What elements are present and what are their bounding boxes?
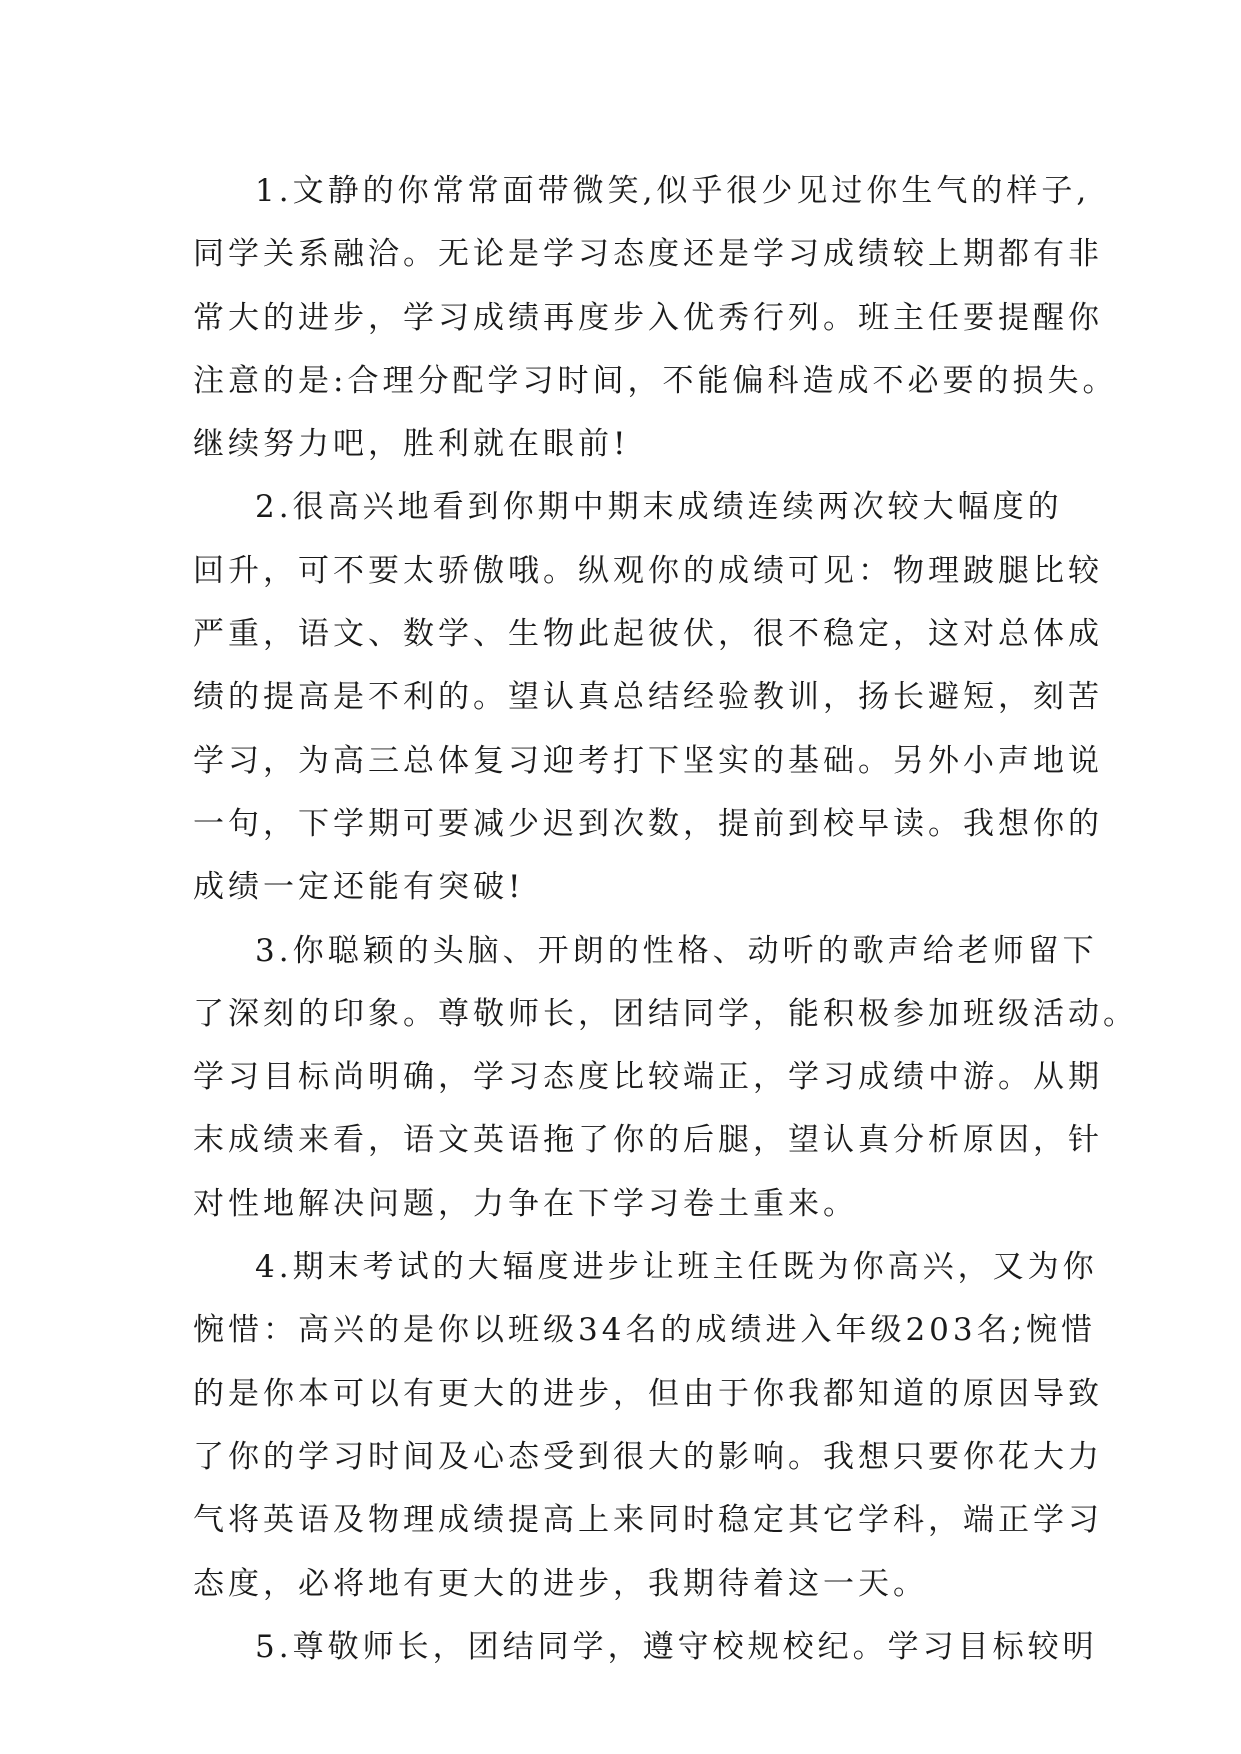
text-line: 3.你聪颖的头脑、开朗的性格、动听的歌声给老师留下 xyxy=(255,932,1098,969)
text-line: 惋惜：高兴的是你以班级34名的成绩进入年级203名;惋惜 xyxy=(193,1312,1097,1349)
text-line: 成绩一定还能有突破! xyxy=(193,869,525,906)
text-line: 4.期末考试的大辐度进步让班主任既为你高兴，又为你 xyxy=(255,1249,1098,1286)
text-line: 的是你本可以有更大的进步，但由于你我都知道的原因导致 xyxy=(193,1375,1103,1412)
text-line: 末成绩来看，语文英语拖了你的后腿，望认真分析原因，针 xyxy=(193,1122,1103,1159)
text-line: 一句，下学期可要减少迟到次数，提前到校早读。我想你的 xyxy=(193,805,1103,842)
text-line: 回升，可不要太骄傲哦。纵观你的成绩可见：物理跛腿比较 xyxy=(193,552,1103,589)
text-line: 2.很高兴地看到你期中期末成绩连续两次较大幅度的 xyxy=(255,489,1063,526)
text-line: 1.文静的你常常面带微笑,似乎很少见过你生气的样子, xyxy=(255,173,1091,209)
text-line: 继续努力吧，胜利就在眼前! xyxy=(193,426,630,463)
body-text xyxy=(193,160,1138,1679)
text-line: 严重，语文、数学、生物此起彼伏，很不稳定，这对总体成 xyxy=(193,616,1103,653)
text-line: 注意的是:合理分配学习时间，不能偏科造成不必要的损失。 xyxy=(193,362,1118,399)
text-line: 了深刻的印象。尊敬师长，团结同学，能积极参加班级活动。 xyxy=(193,995,1138,1032)
text-line: 常大的进步，学习成绩再度步入优秀行列。班主任要提醒你 xyxy=(193,299,1103,336)
text-line: 了你的学习时间及心态受到很大的影响。我想只要你花大力 xyxy=(193,1438,1103,1475)
text-line: 学习，为高三总体复习迎考打下坚实的基础。另外小声地说 xyxy=(193,742,1103,779)
text-line: 5.尊敬师长，团结同学，遵守校规校纪。学习目标较明 xyxy=(255,1628,1098,1665)
text-line: 学习目标尚明确，学习态度比较端正，学习成绩中游。从期 xyxy=(193,1059,1103,1096)
text-line: 同学关系融洽。无论是学习态度还是学习成绩较上期都有非 xyxy=(193,236,1103,273)
text-line: 气将英语及物理成绩提高上来同时稳定其它学科，端正学习 xyxy=(193,1502,1103,1539)
text-line: 绩的提高是不利的。望认真总结经验教训，扬长避短，刻苦 xyxy=(193,679,1103,716)
text-line: 态度，必将地有更大的进步，我期待着这一天。 xyxy=(193,1565,928,1602)
text-line: 对性地解决问题，力争在下学习卷土重来。 xyxy=(193,1185,858,1222)
